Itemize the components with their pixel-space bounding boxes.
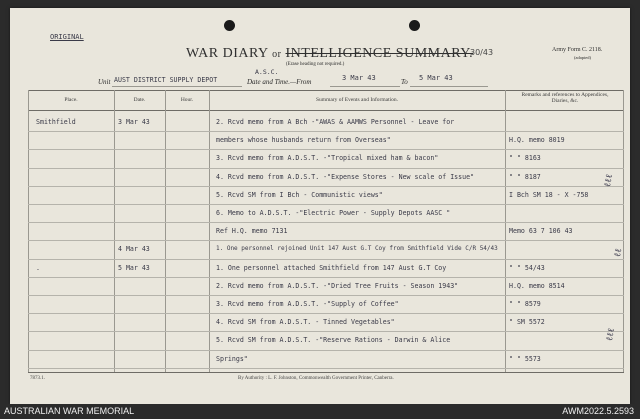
row-summary: Springs" [216,354,248,363]
row-remarks: " " 5573 [509,354,541,363]
row-summary: 3. Rcvd memo from A.D.S.T. -"Tropical mixed ham & bacon" [216,154,439,163]
row-summary: 5. Rcvd SM from I Bch - Communistic views" [216,190,383,199]
table-right-border [623,90,624,372]
row-divider [28,131,624,132]
row-remarks: " " 8163 [509,154,541,163]
table-bottom-border [28,372,624,373]
army-form: Army Form C. 2118. [552,47,603,53]
unit-value: AUST DISTRICT SUPPLY DEPOT [114,76,218,84]
row-divider [28,295,624,296]
row-remarks: " SM 5572 [509,318,545,327]
row-divider [28,277,624,278]
row-place: . [36,263,40,272]
title-subtitle: (Erase heading not required.) [286,62,345,67]
table-left-border [28,90,29,372]
title-war-diary: WAR DIARY [186,46,269,61]
row-remarks: Memo 63 7 106 43 [509,227,573,236]
row-summary: 6. Memo to A.D.S.T. -"Electric Power - Supply Depots AASC " [216,209,451,217]
row-remarks: " " 8187 [509,172,541,181]
col-divider-hour [165,90,166,372]
form-printer: By Authority : L. F. Johnston, Commonwealth Government Printer, Canberra. [238,376,394,381]
unit-label: Unit [98,78,111,86]
signature-initials-2: ℓℓ [612,247,625,258]
row-divider [28,368,624,369]
row-date: 3 Mar 43 [118,118,150,126]
row-remarks: H.Q. memo 8514 [509,281,565,290]
date-to: 5 Mar 43 [419,74,453,82]
col-header-hour: Hour. [180,97,194,103]
col-header-remarks: Remarks and references to Appendices, Diaries, &c. [521,92,609,104]
unit-value-asc: A.S.C. [255,68,279,76]
title-or: or [272,49,282,60]
title-intelligence-summary: INTELLIGENCE SUMMARY. [285,46,474,61]
table-top-border [28,90,624,91]
row-summary: 2. Rcvd memo from A Bch -"AWAS & AAMWS Personnel - Leave for [216,118,455,126]
row-date: 4 Mar 43 [118,245,150,254]
col-divider-date [114,90,115,372]
row-remarks: I Bch SM 18 - X -758 [509,190,589,199]
army-form-adapted: (adapted) [574,55,591,60]
page-ref: 30/43 [470,48,494,57]
row-divider [28,186,624,187]
date-to-underline [410,86,488,87]
date-from: 3 Mar 43 [342,74,376,82]
archive-name: AUSTRALIAN WAR MEMORIAL [4,406,135,416]
date-label: Date and Time.—From [247,78,312,86]
row-summary: 5. Rcvd SM from A.D.S.T. -"Reserve Rations - Darwin & Alice [216,336,451,345]
row-divider [28,222,624,223]
row-remarks: " " 54/43 [509,263,545,272]
col-divider-summary [209,90,210,372]
row-summary: 4. Rcvd SM from A.D.S.T. - Tinned Vegetables" [216,318,395,327]
row-divider [28,259,624,260]
row-divider [28,168,624,169]
col-header-place: Place. [64,97,78,103]
signature-initials: ℓℓℓ [602,173,616,188]
row-summary: Ref H.Q. memo 7131 [216,227,288,236]
row-divider [28,331,624,332]
row-divider [28,313,624,314]
row-summary: 1. One personnel rejoined Unit 147 Aust G.T Coy from Smithfield Vide C/R 54/43 [216,245,498,253]
archive-ref: AWM2022.5.2593 [562,406,634,416]
row-date: 5 Mar 43 [118,263,150,272]
table-header-border [28,110,624,111]
punch-hole-right [409,20,420,31]
to-label: To [401,78,408,86]
col-header-summary: Summary of Events and Information. [315,97,399,103]
date-from-underline [330,86,400,87]
row-summary: 2. Rcvd memo from A.D.S.T. -"Dried Tree Fruits - Season 1943" [216,281,459,290]
row-divider [28,350,624,351]
page-title [186,46,473,62]
row-remarks: " " 8579 [509,300,541,308]
row-remarks: H.Q. memo 8019 [509,136,565,145]
punch-hole-left [224,20,235,31]
row-divider [28,204,624,205]
row-summary: members whose husbands return from Overseas" [216,136,391,145]
signature-initials-3: ℓℓℓ [604,327,618,342]
row-summary: 1. One personnel attached Smithfield from 147 Aust G.T Coy [216,263,447,272]
original-stamp: ORIGINAL [50,33,84,41]
row-summary: 3. Rcvd memo from A.D.S.T. -"Supply of Coffee" [216,300,399,308]
form-code: 7873.1. [30,376,45,381]
diary-sheet [10,8,630,404]
col-divider-remarks [505,90,506,372]
col-header-date: Date. [133,97,146,103]
row-divider [28,240,624,241]
row-summary: 4. Rcvd memo from A.D.S.T. -"Expense Stores - New scale of Issue" [216,172,475,181]
row-divider [28,149,624,150]
archive-footer [0,404,640,419]
unit-underline [112,86,242,87]
row-place: Smithfield [36,118,76,126]
